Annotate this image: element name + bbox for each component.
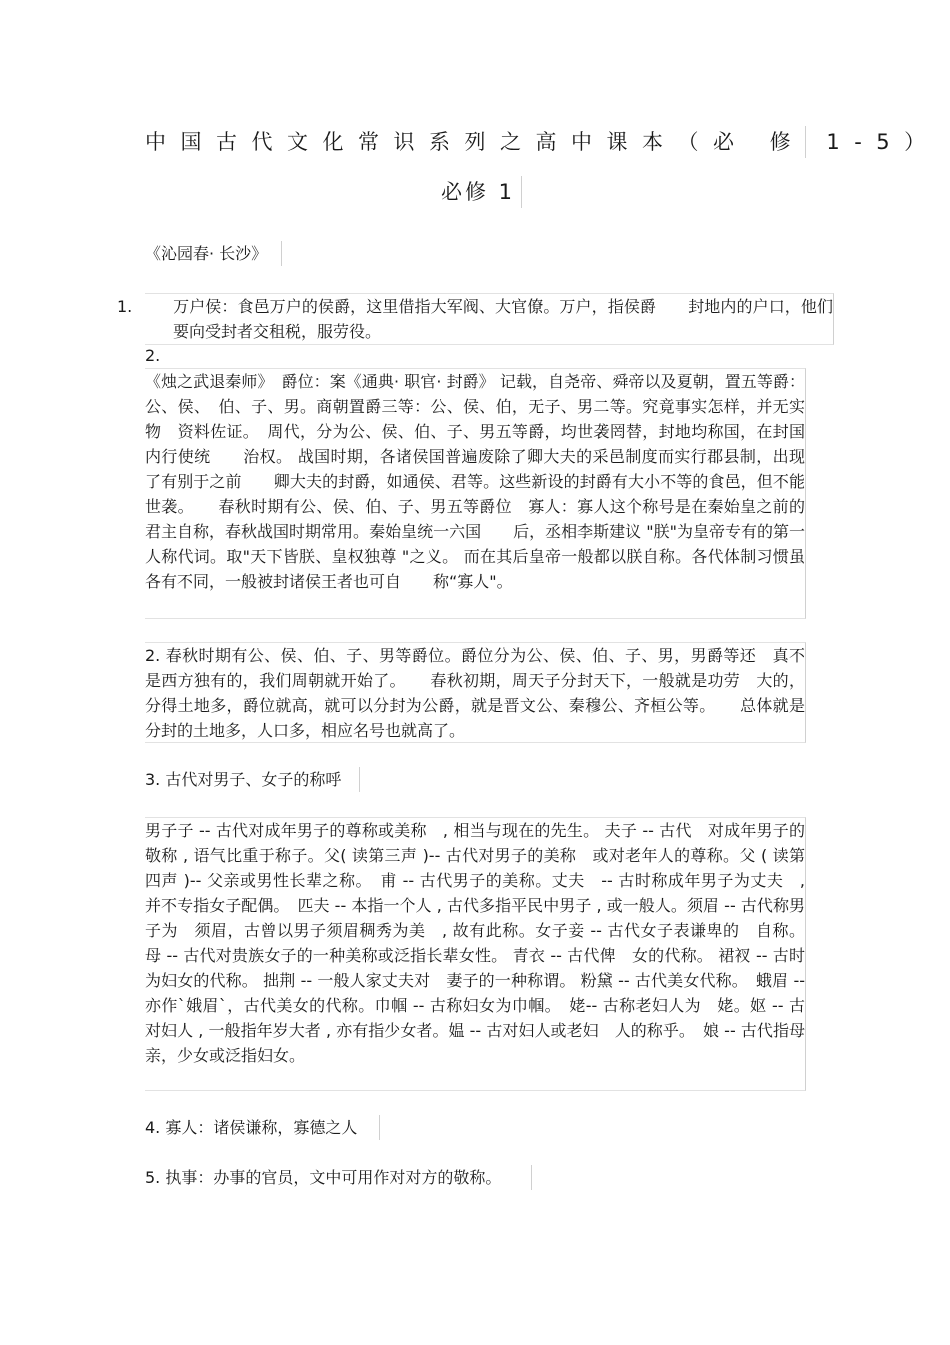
paragraph-4: 4. 寡人：诸侯谦称，寡德之人 [145, 1115, 380, 1140]
document-subtitle: 必修 1 [441, 176, 522, 208]
note-item-2-number: 2. [145, 346, 161, 365]
heading-3: 3. 古代对男子、女子的称呼 [145, 767, 360, 792]
section-title: 《沁园春· 长沙》 [145, 241, 282, 266]
paragraph-3: 男子子 -- 古代对成年男子的尊称或美称 , 相当与现在的先生。 夫子 -- 古代 对成年男子的敬称 , 语气比重于称子。父( 读第三声 )-- 古代对男子的美称 或对老年人的尊称。父 ( 读第四声 )-- 父亲或男性长辈之称。 甫 -- 古代男子的美称。丈夫 -- 古时称成年男子为丈夫 , 并不专指女子配偶。 匹夫 -- 本指一个人 , 古代多指平民中男子 , 或一般人。须眉 -- 古代称男子为 须眉，古曾以男子须眉稠秀为美 , 故有此称。女子妾 -- 古代女子表谦卑的 自称。 母 -- 古代对贵族女子的一种美称或泛指长辈女性。 青衣 -- 古代俾 女的代称。 裙衩 -- 古时为妇女的代称。 拙荆 -- 一般人家丈夫对 妻子的一种称谓。 粉黛 -- 古代美女代称。 蛾眉 -- 亦作`娥眉`，古代美女的代称。巾帼 -- 古称妇女为巾帼。 姥-- 古称老妇人为 姥。妪 -- 古对妇人 , 一般指年岁大者 , 亦有指少女者。媪 -- 古对妇人或老妇 人的称乎。 娘 -- 古代指母亲，少女或泛指妇女。 [145, 817, 806, 1091]
note-item-1-text: 万户侯：食邑万户的侯爵，这里借指大军阀、大官僚。万户，指侯爵 封地内的户口，他们要向受封者交租税，服劳役。 [173, 297, 833, 341]
note-item-1 [117, 293, 834, 345]
document-title: 中国古代文化常识系列之高中课本（必 修 1-5） [145, 126, 806, 158]
paragraph-5: 5. 执事：办事的官员，文中可用作对对方的敬称。 [145, 1165, 532, 1190]
note-item-1-number: 1. [117, 297, 133, 316]
paragraph-zhuzhi: 《烛之武退秦师》 爵位：案《通典· 职官· 封爵》 记载，自尧帝、舜帝以及夏朝，置五等爵：公、侯、 伯、子、男。商朝置爵三等：公、侯、伯，无子、男二等。究竟事实怎样，并无实物 资料佐证。 周代，分为公、侯、伯、子、男五等爵，均世袭罔替，封地均称国，在封国内行使统 治权。 战国时期，各诸侯国普遍废除了卿大夫的采邑制度而实行郡县制，出现了有别于之前 卿大夫的封爵，如通侯、君等。这些新设的封爵有大小不等的食邑，但不能世袭。 春秋时期有公、侯、伯、子、男五等爵位 寡人：寡人这个称号是在秦始皇之前的君主自称，春秋战国时期常用。秦始皇统一六国 后，丞相李斯建议 "朕"为皇帝专有的第一人称代词。取"天下皆朕、皇权独尊 "之义。 而在其后皇帝一般都以朕自称。各代体制习惯虽各有不同，一般被封诸侯王者也可自 称“寡人"。 [145, 368, 806, 619]
paragraph-2: 2. 春秋时期有公、侯、伯、子、男等爵位。爵位分为公、侯、伯、子、男，男爵等还 真不是西方独有的，我们周朝就开始了。 春秋初期，周天子分封天下，一般就是功劳 大的，分得土地多，爵位就高，就可以分封为公爵，就是晋文公、秦穆公、齐桓公等。 总体就是分封的土地多，人口多，相应名号也就高了。 [145, 642, 806, 743]
